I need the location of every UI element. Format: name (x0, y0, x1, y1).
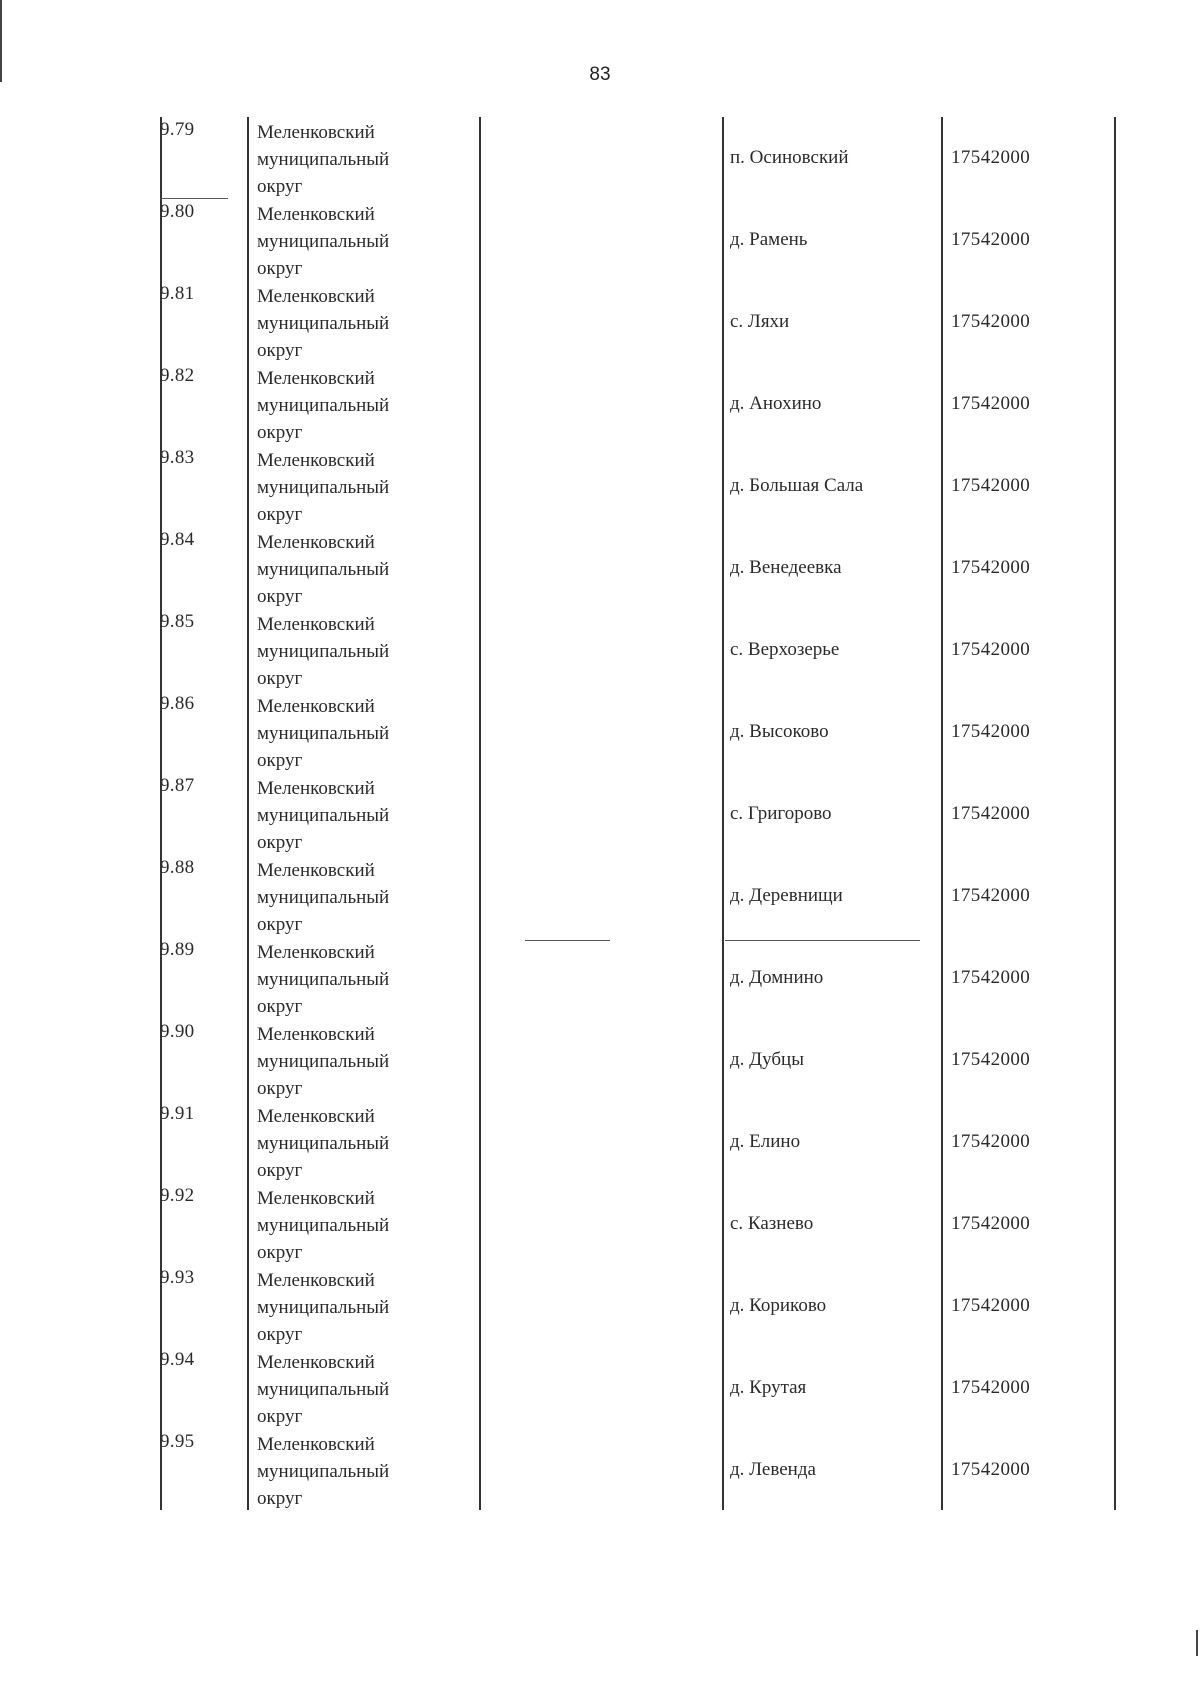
row-number: 9.93 (160, 1267, 195, 1288)
table-row (0, 1019, 1200, 1101)
district-line: округ (257, 1488, 303, 1509)
table-row (0, 363, 1200, 445)
district-line: Меленковский (257, 942, 375, 963)
table-row (0, 117, 1200, 199)
district-line: муниципальный (257, 1379, 390, 1400)
district-line: округ (257, 504, 303, 525)
district-line: Меленковский (257, 204, 375, 225)
table-row (0, 1429, 1200, 1511)
district-line: Меленковский (257, 450, 375, 471)
district-line: муниципальный (257, 1215, 390, 1236)
row-number: 9.94 (160, 1349, 195, 1370)
district-line: муниципальный (257, 313, 390, 334)
oktmo-code: 17542000 (951, 885, 1031, 906)
district-line: муниципальный (257, 559, 390, 580)
settlement-name: д. Высоково (730, 721, 829, 742)
settlement-name: д. Кориково (730, 1295, 827, 1316)
district-line: муниципальный (257, 887, 390, 908)
table-row (0, 445, 1200, 527)
district-name (257, 119, 389, 200)
district-line: Меленковский (257, 368, 375, 389)
district-name (257, 1021, 389, 1102)
row-number: 9.83 (160, 447, 195, 468)
scan-edge-mark (1196, 1630, 1198, 1656)
table-row (0, 1347, 1200, 1429)
oktmo-code: 17542000 (951, 229, 1031, 250)
settlement-name: д. Крутая (730, 1377, 807, 1398)
district-name (257, 1267, 389, 1348)
district-name (257, 1349, 389, 1430)
table-row (0, 1183, 1200, 1265)
district-line: муниципальный (257, 805, 390, 826)
row-number: 9.89 (160, 939, 195, 960)
district-line: округ (257, 1160, 303, 1181)
oktmo-code: 17542000 (951, 1049, 1031, 1070)
district-line: округ (257, 1406, 303, 1427)
row-number: 9.80 (160, 201, 195, 222)
table-row (0, 199, 1200, 281)
row-number: 9.82 (160, 365, 195, 386)
row-number: 9.79 (160, 119, 195, 140)
table-row (0, 691, 1200, 773)
settlement-name: д. Елино (730, 1131, 801, 1152)
district-name (257, 611, 389, 692)
row-number: 9.81 (160, 283, 195, 304)
settlement-name: д. Рамень (730, 229, 808, 250)
district-line: муниципальный (257, 1297, 390, 1318)
row-number: 9.87 (160, 775, 195, 796)
table-row (0, 1101, 1200, 1183)
district-line: округ (257, 586, 303, 607)
row-number: 9.95 (160, 1431, 195, 1452)
settlement-name: п. Осиновский (730, 147, 849, 168)
district-line: Меленковский (257, 286, 375, 307)
district-line: округ (257, 422, 303, 443)
district-line: муниципальный (257, 723, 390, 744)
oktmo-code: 17542000 (951, 311, 1031, 332)
scan-edge-mark (0, 0, 2, 82)
district-line: округ (257, 750, 303, 771)
district-line: округ (257, 1078, 303, 1099)
district-name (257, 529, 389, 610)
table-row (0, 855, 1200, 937)
district-line: округ (257, 340, 303, 361)
district-line: округ (257, 914, 303, 935)
oktmo-code: 17542000 (951, 557, 1031, 578)
district-name (257, 1185, 389, 1266)
settlement-name: с. Ляхи (730, 311, 790, 332)
table-row (0, 527, 1200, 609)
oktmo-code: 17542000 (951, 967, 1031, 988)
district-line: муниципальный (257, 1461, 390, 1482)
district-name (257, 1103, 389, 1184)
district-name (257, 283, 389, 364)
oktmo-code: 17542000 (951, 147, 1031, 168)
district-name (257, 201, 389, 282)
district-line: муниципальный (257, 969, 390, 990)
settlement-name: д. Анохино (730, 393, 822, 414)
table-row (0, 609, 1200, 691)
row-number: 9.86 (160, 693, 195, 714)
settlement-name: д. Деревнищи (730, 885, 843, 906)
district-line: Меленковский (257, 1106, 375, 1127)
settlement-name: д. Домнино (730, 967, 824, 988)
district-line: округ (257, 996, 303, 1017)
district-line: Меленковский (257, 1352, 375, 1373)
settlement-name: д. Дубцы (730, 1049, 804, 1070)
district-line: муниципальный (257, 641, 390, 662)
district-line: муниципальный (257, 395, 390, 416)
district-line: Меленковский (257, 1024, 375, 1045)
oktmo-code: 17542000 (951, 393, 1031, 414)
oktmo-code: 17542000 (951, 475, 1031, 496)
district-line: Меленковский (257, 614, 375, 635)
district-line: округ (257, 832, 303, 853)
page-number: 83 (589, 64, 611, 85)
district-line: Меленковский (257, 1434, 375, 1455)
district-name (257, 857, 389, 938)
row-number: 9.90 (160, 1021, 195, 1042)
district-name (257, 447, 389, 528)
district-line: округ (257, 1242, 303, 1263)
district-name (257, 365, 389, 446)
district-name (257, 775, 389, 856)
settlement-name: с. Григорово (730, 803, 832, 824)
district-line: муниципальный (257, 1051, 390, 1072)
settlement-name: д. Венедеевка (730, 557, 842, 578)
district-line: Меленковский (257, 532, 375, 553)
settlement-name: с. Верхозерье (730, 639, 840, 660)
table-row (0, 281, 1200, 363)
oktmo-code: 17542000 (951, 1295, 1031, 1316)
settlement-name: с. Казнево (730, 1213, 814, 1234)
district-name (257, 1431, 389, 1512)
table-row (0, 937, 1200, 1019)
row-number: 9.84 (160, 529, 195, 550)
district-line: Меленковский (257, 1188, 375, 1209)
row-number: 9.85 (160, 611, 195, 632)
oktmo-code: 17542000 (951, 1213, 1031, 1234)
oktmo-code: 17542000 (951, 1131, 1031, 1152)
district-line: Меленковский (257, 122, 375, 143)
table-row (0, 1265, 1200, 1347)
district-line: округ (257, 258, 303, 279)
oktmo-code: 17542000 (951, 1459, 1031, 1480)
district-line: муниципальный (257, 1133, 390, 1154)
district-line: Меленковский (257, 696, 375, 717)
oktmo-code: 17542000 (951, 721, 1031, 742)
district-line: округ (257, 176, 303, 197)
district-line: Меленковский (257, 778, 375, 799)
settlement-name: д. Левенда (730, 1459, 816, 1480)
oktmo-code: 17542000 (951, 803, 1031, 824)
district-name (257, 939, 389, 1020)
district-line: муниципальный (257, 231, 390, 252)
district-line: округ (257, 1324, 303, 1345)
oktmo-code: 17542000 (951, 1377, 1031, 1398)
row-number: 9.92 (160, 1185, 195, 1206)
district-line: муниципальный (257, 477, 390, 498)
district-line: округ (257, 668, 303, 689)
oktmo-code: 17542000 (951, 639, 1031, 660)
row-number: 9.88 (160, 857, 195, 878)
settlement-name: д. Большая Сала (730, 475, 864, 496)
table-row (0, 773, 1200, 855)
district-name (257, 693, 389, 774)
district-line: муниципальный (257, 149, 390, 170)
row-number: 9.91 (160, 1103, 195, 1124)
district-line: Меленковский (257, 860, 375, 881)
district-line: Меленковский (257, 1270, 375, 1291)
